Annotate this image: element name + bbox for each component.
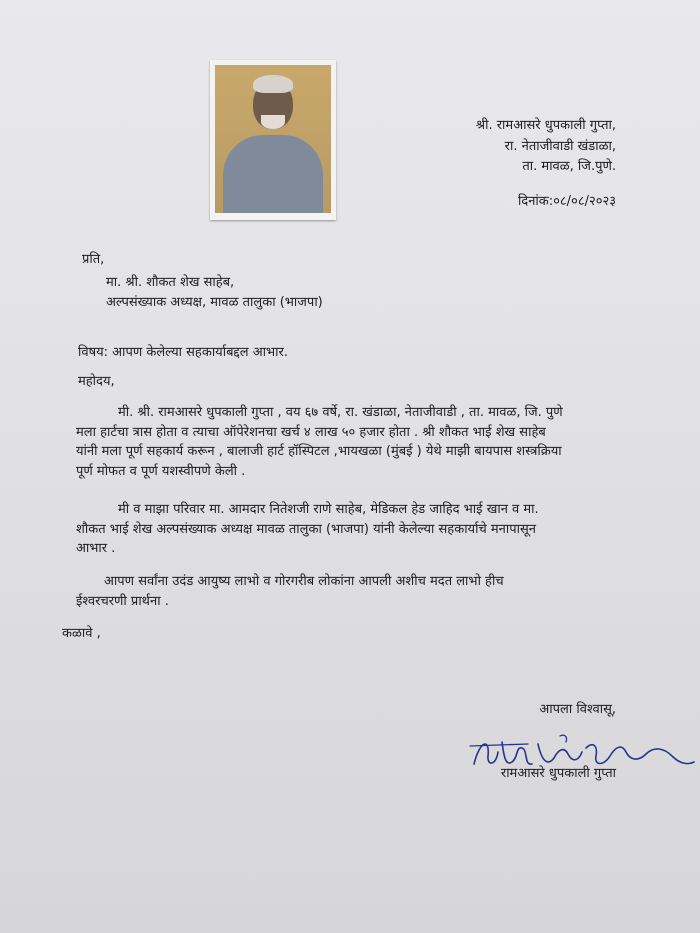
signoff: आपला विश्वासू, — [539, 702, 616, 717]
paragraph1-line3: यांनी मला पूर्ण सहकार्य करून , बालाजी हार्ट हॉस्पिटल ,भायखळा (मुंबई ) येथे माझी बायपास शस्त्रक्रिया — [76, 444, 562, 459]
passport-photo — [210, 60, 336, 220]
recipient-name: मा. श्री. शौकत शेख साहेब, — [106, 275, 235, 290]
paragraph2-line2: शौकत भाई शेख अल्पसंख्याक अध्यक्ष मावळ तालुका (भाजपा) यांनी केलेल्या सहकार्याचे मनापासून — [76, 522, 536, 537]
paragraph3-line2: ईश्वरचरणी प्रार्थना . — [76, 594, 169, 609]
sender-address-line1: रा. नेताजीवाडी खंडाळा, — [504, 139, 616, 154]
closing-kalave: कळावे , — [62, 626, 101, 641]
letter-date: दिनांक:०८/०८/२०२३ — [517, 194, 616, 209]
signature-name: रामआसरे धुपकाली गुप्ता — [500, 766, 616, 781]
paragraph1-line4: पूर्ण मोफत व पूर्ण यशस्वीपणे केली . — [76, 464, 246, 479]
sender-address-line2: ता. मावळ, जि.पुणे. — [522, 159, 616, 174]
recipient-prati: प्रति, — [82, 252, 105, 267]
letter-subject: विषय: आपण केलेल्या सहकार्याबद्दल आभार. — [78, 345, 288, 360]
paragraph1-line2: मला हार्टचा त्रास होता व त्याचा ऑपेरेशनचा खर्च ४ लाख ५० हजार होता . श्री शौकत भाई शेख साहेब — [76, 425, 546, 440]
paragraph2-line3: आभार . — [76, 541, 116, 556]
sender-name: श्री. रामआसरे धुपकाली गुप्ता, — [475, 118, 616, 133]
paragraph3-line1: आपण सर्वांना उदंड आयुष्य लाभो व गोरगरीब लोकांना आपली अशीच मदत लाभो हीच — [104, 574, 504, 589]
photo-portrait — [215, 65, 331, 213]
paragraph1-line1: मी. श्री. रामआसरे धुपकाली गुप्ता , वय ६७ वर्षे, रा. खंडाळा, नेताजीवाडी , ता. मावळ, जि. पुणे — [118, 405, 563, 420]
recipient-designation: अल्पसंख्याक अध्यक्ष, मावळ तालुका (भाजपा) — [106, 295, 323, 310]
paragraph2-line1: मी व माझा परिवार मा. आमदार नितेशजी राणे साहेब, मेडिकल हेड जाहिद भाई खान व मा. — [118, 502, 539, 517]
salutation: महोदय, — [78, 374, 115, 389]
